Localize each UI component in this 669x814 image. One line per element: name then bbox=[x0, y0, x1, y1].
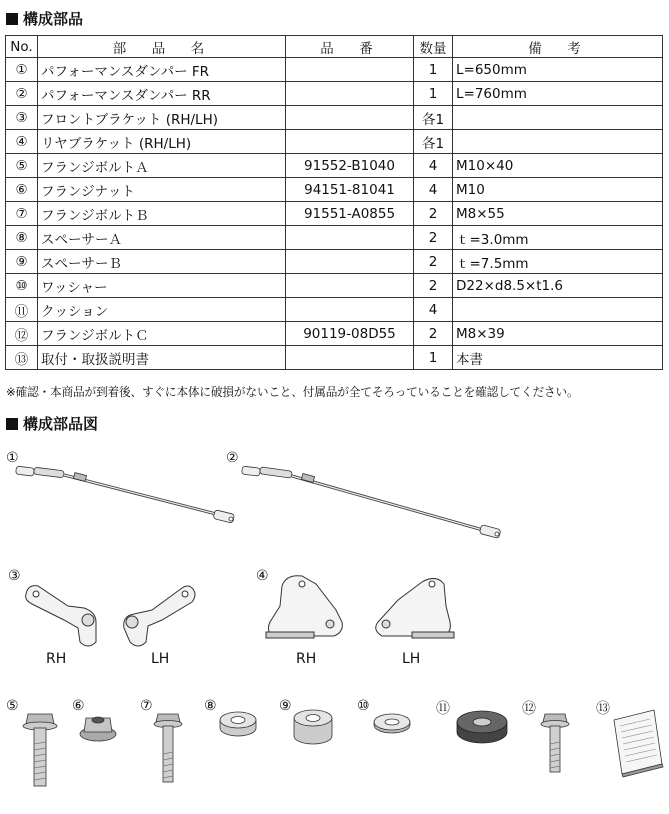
header-name: 部 品 名 bbox=[38, 36, 286, 58]
cell-remarks: L=650mm bbox=[453, 58, 663, 82]
figure-number: ⑥ bbox=[72, 698, 85, 714]
cell-remarks: ｔ=3.0mm bbox=[453, 226, 663, 250]
label-rh: RH bbox=[296, 651, 317, 667]
rear-bracket-illustration bbox=[262, 570, 462, 648]
table-row bbox=[6, 82, 663, 106]
cell-no: ③ bbox=[6, 106, 38, 130]
square-bullet-icon bbox=[6, 418, 18, 430]
cell-remarks: M10×40 bbox=[453, 154, 663, 178]
flange-bolt-b-illustration bbox=[150, 710, 186, 786]
cell-name: ワッシャー bbox=[38, 274, 286, 298]
cell-remarks: 本書 bbox=[453, 346, 663, 370]
front-bracket-illustration bbox=[22, 580, 202, 655]
figure-number: ⑤ bbox=[6, 698, 19, 714]
cell-no: ⑩ bbox=[6, 274, 38, 298]
cell-part-number bbox=[286, 274, 414, 298]
cell-remarks: D22×d8.5×t1.6 bbox=[453, 274, 663, 298]
cell-no: ⑪ bbox=[6, 298, 38, 322]
cell-qty: 4 bbox=[414, 178, 453, 202]
cell-part-number bbox=[286, 58, 414, 82]
cell-remarks bbox=[453, 298, 663, 322]
cell-name: フランジボルトＣ bbox=[38, 322, 286, 346]
figure-number: ⑨ bbox=[279, 698, 292, 714]
flange-bolt-a-illustration bbox=[20, 710, 60, 790]
figure-number: ⑬ bbox=[596, 701, 610, 717]
spacer-a-illustration bbox=[218, 710, 258, 740]
square-bullet-icon bbox=[6, 13, 18, 25]
cell-qty: 2 bbox=[414, 322, 453, 346]
header-qty: 数量 bbox=[414, 36, 453, 58]
cell-name: リヤブラケット (RH/LH) bbox=[38, 130, 286, 154]
cell-qty: 1 bbox=[414, 82, 453, 106]
table-row bbox=[6, 178, 663, 202]
cell-remarks bbox=[453, 130, 663, 154]
cell-part-number bbox=[286, 226, 414, 250]
figure-number: ① bbox=[6, 450, 19, 466]
cell-qty: 4 bbox=[414, 298, 453, 322]
table-row bbox=[6, 250, 663, 274]
table-row bbox=[6, 346, 663, 370]
cell-qty: 2 bbox=[414, 274, 453, 298]
header-no: No. bbox=[6, 36, 38, 58]
cell-no: ⑦ bbox=[6, 202, 38, 226]
label-rh: RH bbox=[46, 651, 67, 667]
cell-part-number bbox=[286, 298, 414, 322]
cell-remarks bbox=[453, 106, 663, 130]
cell-no: ⑨ bbox=[6, 250, 38, 274]
washer-illustration bbox=[372, 712, 412, 736]
cell-name: 取付・取扱説明書 bbox=[38, 346, 286, 370]
cell-qty: 各1 bbox=[414, 130, 453, 154]
cell-qty: 各1 bbox=[414, 106, 453, 130]
cell-qty: 1 bbox=[414, 346, 453, 370]
flange-nut-illustration bbox=[78, 712, 118, 744]
figure-number: ② bbox=[226, 450, 239, 466]
cell-remarks: M10 bbox=[453, 178, 663, 202]
figure-number: ⑪ bbox=[436, 701, 450, 717]
cell-part-number: 91551-A0855 bbox=[286, 202, 414, 226]
figure-number: ⑧ bbox=[204, 698, 217, 714]
cell-name: パフォーマンスダンパー FR bbox=[38, 58, 286, 82]
cell-part-number bbox=[286, 250, 414, 274]
cell-no: ⑬ bbox=[6, 346, 38, 370]
label-lh: LH bbox=[402, 651, 421, 667]
figure-number: ④ bbox=[256, 568, 269, 584]
cell-qty: 2 bbox=[414, 202, 453, 226]
section-title-parts bbox=[6, 8, 83, 29]
cell-remarks: L=760mm bbox=[453, 82, 663, 106]
cell-no: ⑥ bbox=[6, 178, 38, 202]
performance-damper-rr-illustration bbox=[240, 462, 505, 542]
cell-name: フランジボルトＢ bbox=[38, 202, 286, 226]
header-part-number: 品 番 bbox=[286, 36, 414, 58]
confirmation-note: ※確認・本商品が到着後、すぐに本体に破損がないこと、付属品が全てそろっていることを確認してください。 bbox=[6, 385, 579, 399]
figure-number: ⑦ bbox=[140, 698, 153, 714]
cell-name: スペーサーＡ bbox=[38, 226, 286, 250]
table-row bbox=[6, 322, 663, 346]
cell-qty: 2 bbox=[414, 226, 453, 250]
cell-part-number: 90119-08D55 bbox=[286, 322, 414, 346]
header-remarks: 備 考 bbox=[453, 36, 663, 58]
cell-remarks: M8×55 bbox=[453, 202, 663, 226]
cell-part-number bbox=[286, 346, 414, 370]
cell-no: ⑫ bbox=[6, 322, 38, 346]
spacer-b-illustration bbox=[292, 708, 334, 748]
cell-name: フロントブラケット (RH/LH) bbox=[38, 106, 286, 130]
cell-name: クッション bbox=[38, 298, 286, 322]
cushion-illustration bbox=[454, 708, 510, 748]
cell-qty: 4 bbox=[414, 154, 453, 178]
cell-remarks: ｔ=7.5mm bbox=[453, 250, 663, 274]
cell-qty: 1 bbox=[414, 58, 453, 82]
cell-qty: 2 bbox=[414, 250, 453, 274]
flange-bolt-c-illustration bbox=[538, 710, 572, 776]
label-lh: LH bbox=[151, 651, 170, 667]
figure-number: ⑫ bbox=[522, 701, 536, 717]
cell-no: ⑤ bbox=[6, 154, 38, 178]
table-row bbox=[6, 274, 663, 298]
cell-part-number bbox=[286, 130, 414, 154]
cell-name: フランジナット bbox=[38, 178, 286, 202]
cell-part-number: 94151-81041 bbox=[286, 178, 414, 202]
cell-part-number bbox=[286, 82, 414, 106]
cell-name: スペーサーＢ bbox=[38, 250, 286, 274]
cell-no: ⑧ bbox=[6, 226, 38, 250]
cell-no: ① bbox=[6, 58, 38, 82]
figure-number: ⑩ bbox=[357, 698, 370, 714]
parts-table bbox=[5, 35, 663, 370]
table-row bbox=[6, 130, 663, 154]
cell-remarks: M8×39 bbox=[453, 322, 663, 346]
performance-damper-fr-illustration bbox=[14, 462, 244, 534]
table-row bbox=[6, 226, 663, 250]
table-row bbox=[6, 58, 663, 82]
section-title-diagram bbox=[6, 413, 98, 434]
section-title-text: 構成部品 bbox=[23, 10, 84, 28]
table-row bbox=[6, 298, 663, 322]
section-title-text: 構成部品図 bbox=[23, 415, 99, 433]
table-row bbox=[6, 154, 663, 178]
cell-name: フランジボルトＡ bbox=[38, 154, 286, 178]
cell-part-number: 91552-B1040 bbox=[286, 154, 414, 178]
cell-part-number bbox=[286, 106, 414, 130]
cell-no: ② bbox=[6, 82, 38, 106]
instruction-manual-illustration bbox=[610, 708, 666, 778]
table-row bbox=[6, 202, 663, 226]
cell-name: パフォーマンスダンパー RR bbox=[38, 82, 286, 106]
table-header-row bbox=[6, 36, 663, 58]
cell-no: ④ bbox=[6, 130, 38, 154]
table-row bbox=[6, 106, 663, 130]
figure-number: ③ bbox=[8, 568, 21, 584]
